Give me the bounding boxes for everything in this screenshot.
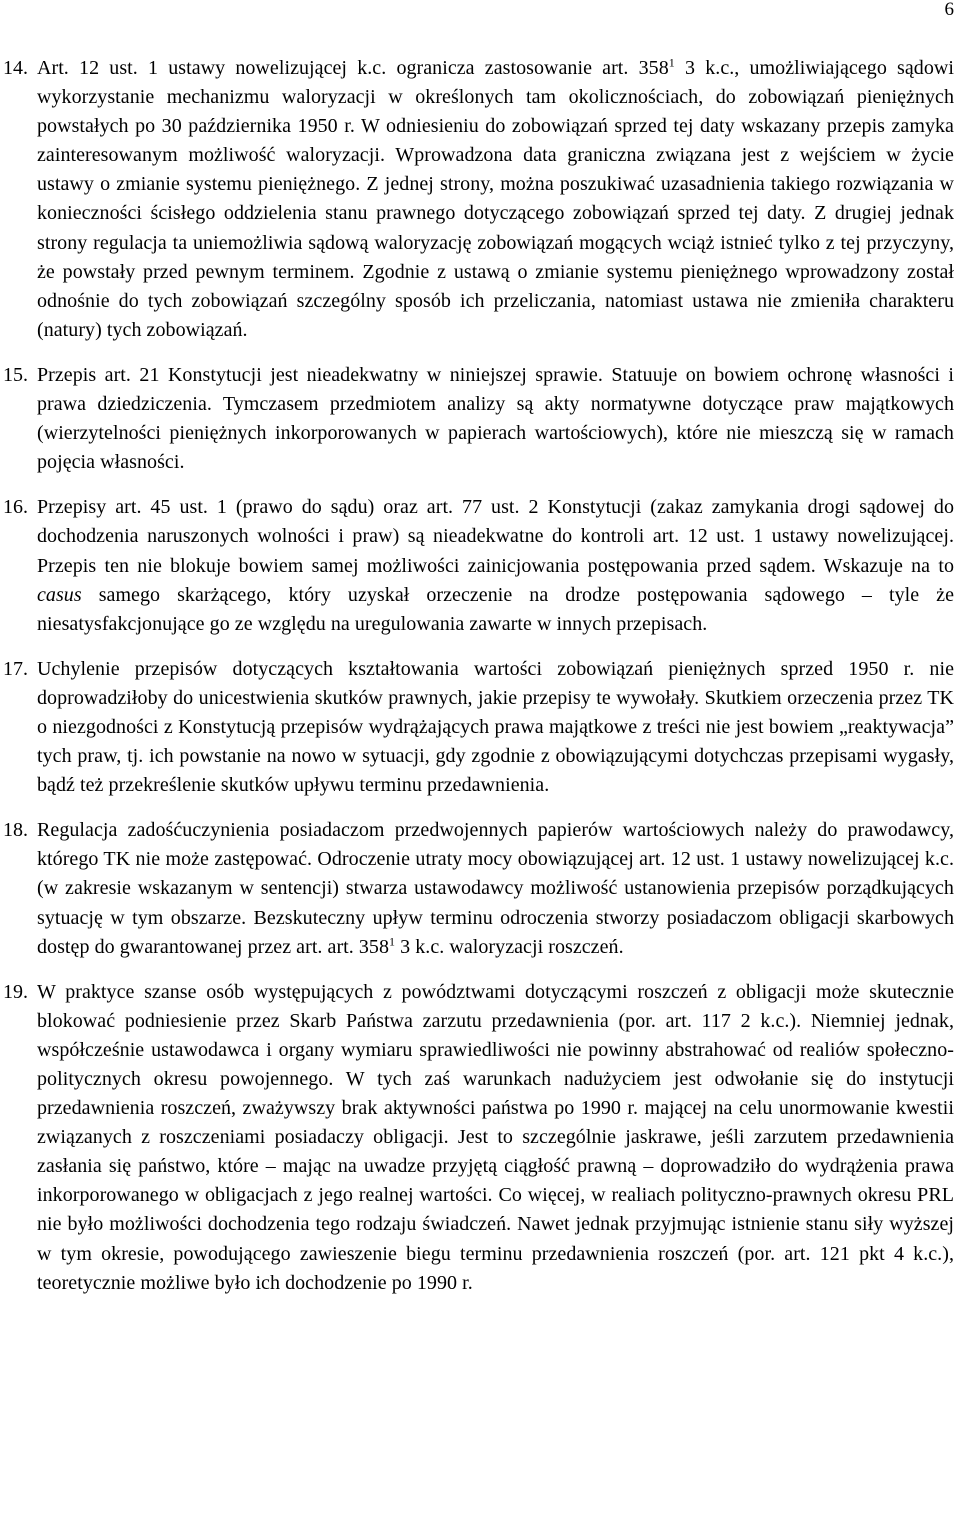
paragraph-15 (0, 361, 954, 477)
text-run: 3 k.c. waloryzacji roszczeń. (395, 935, 624, 958)
paragraph-number: 17. (3, 657, 28, 680)
italic-term: casus (37, 583, 82, 606)
paragraph-18 (0, 816, 954, 961)
paragraph-text (37, 655, 954, 800)
text-run: 3 k.c., umożliwiającego sądowi wykorzystanie mechanizmu waloryzacji w określonych tam okolicznościach, do zobowiązań pieniężnych powstałych po 30 października 1950 r. W odniesieniu do zobowiązań sprzed tej daty wskazany przepis zamyka zainteresowanym możliwość waloryzacji. Wprowadzona data graniczna związana jest z wejściem w życie ustawy o zmianie systemu pieniężnego. Z jednej strony, można poszukiwać uzasadnienia takiego rozwiązania w konieczności ścisłego oddzielenia stanu prawnego dotyczącego zobowiązań sprzed tej daty. Z drugiej jednak strony regulacja ta uniemożliwia sądową waloryzację zobowiązań mogących wciąż istnieć tylko z tej przyczyny, że powstały przed pewnym terminem. Zgodnie z ustawą o zmianie systemu pieniężnego wprowadzony został odnośnie do tych zobowiązań szczególny sposób ich przeliczania, natomiast ustawa nie zmieniła charakteru (natury) tych zobowiązań. (37, 57, 954, 341)
paragraph-text (37, 816, 954, 961)
paragraph-17 (0, 655, 954, 800)
text-run: Regulacja zadośćuczynienia posiadaczom przedwojennych papierów wartościowych należy do prawodawcy, którego TK nie może zastępować. Odroczenie utraty mocy obowiązującej art. 12 ust. 1 ustawy nowelizującej k.c. (w zakresie wskazanym w sentencji) stwarza ustawodawcy możliwość ustanowienia przepisów porządkujących sytuację w tym obszarze. Bezskuteczny upływ terminu odroczenia stworzy posiadaczom obligacji skarbowych dostęp do gwarantowanej przez art. art. 358 (37, 819, 954, 958)
text-run: Uchylenie przepisów dotyczących kształtowania wartości zobowiązań pieniężnych sprzed 1950 r. nie doprowadziłoby do unicestwienia skutków prawnych, jakie przepisy te wywołały. Skutkiem orzeczenia przez TK o niezgodności z Konstytucją przepisów wydrążających prawa majątkowe z treści nie jest bowiem „reaktywacja” tych praw, tj. ich powstanie na nowo w sytuacji, gdy zgodnie z obowiązującymi dotychczas przepisami wygasły, bądź też przekreślenie skutków upływu terminu przedawnienia. (37, 657, 954, 797)
paragraph-14 (0, 54, 954, 345)
paragraph-16 (0, 493, 954, 638)
paragraph-number: 16. (3, 496, 28, 519)
page-number: 6 (944, 0, 954, 20)
paragraph-19 (0, 978, 954, 1298)
paragraph-number: 19. (3, 980, 28, 1003)
paragraph-number: 14. (3, 57, 28, 79)
text-run: Przepisy art. 45 ust. 1 (prawo do sądu) oraz art. 77 ust. 2 Konstytucji (zakaz zamykania drogi sądowej do dochodzenia naruszonych wolności i praw) są nieadekwatne do kontroli art. 12 ust. 1 ustawy nowelizującej. Przepis ten nie blokuje bowiem samej możliwości zainicjowania postępowania przed sądem. Wskazuje na to (37, 496, 954, 577)
text-run: samego skarżącego, który uzyskał orzeczenie na drodze postępowania sądowego – tyle że niesatysfakcjonujące go ze względu na uregulowania zawarte w innych przepisach. (37, 583, 954, 635)
superscript: 1 (668, 55, 675, 70)
paragraph-text (37, 54, 954, 345)
paragraph-text (37, 361, 954, 477)
paragraph-number: 15. (3, 363, 28, 386)
paragraph-number: 18. (3, 819, 28, 842)
text-run: Art. 12 ust. 1 ustawy nowelizującej k.c. ogranicza zastosowanie art. 358 (37, 57, 669, 79)
paragraph-text (37, 978, 954, 1298)
superscript: 1 (389, 933, 396, 948)
text-run: W praktyce szanse osób występujących z powództwami dotyczącymi roszczeń z obligacji może skutecznie blokować podniesienie przez Skarb Państwa zarzutu przedawnienia (por. art. 117 2 k.c.). Niemniej jednak, współcześnie ustawodawca i organy wymiaru sprawiedliwości nie powinny abstrahować od realiów społeczno-politycznych okresu powojennego. W tych zaś warunkach nadużyciem jest odwołanie się do instytucji przedawnienia roszczeń, zważywszy brak aktywności państwa po 1990 r. mającej na celu unormowanie kwestii związanych z roszczeniami posiadaczy obligacji. Jest to szczególnie jaskrawe, jeśli zarzutem przedawnienia zasłania się państwo, które – mając na uwadze przyjętą ciągłość prawną – doprowadziło do wydrążenia prawa inkorporowanego w obligacjach z jego realnej wartości. Co więcej, w realiach polityczno-prawnych okresu PRL nie było możliwości dochodzenia tego rodzaju świadczeń. Nawet jednak przyjmując istnienie stanu siły wyższej w tym okresie, powodującego zawieszenie biegu terminu przedawnienia roszczeń (por. art. 121 pkt 4 k.c.), teoretycznie możliwe było ich dochodzenie po 1990 r. (37, 980, 954, 1294)
paragraph-text (37, 493, 954, 638)
document-body (0, 54, 954, 1314)
text-run: Przepis art. 21 Konstytucji jest nieadekwatny w niniejszej sprawie. Statuuje on bowiem ochronę własności i prawa dziedziczenia. Tymczasem przedmiotem analizy są akty normatywne dotyczące praw majątkowych (wierzytelności pieniężnych inkorporowanych w papierach wartościowych), które nie mieszczą się w ramach pojęcia własności. (37, 363, 954, 474)
